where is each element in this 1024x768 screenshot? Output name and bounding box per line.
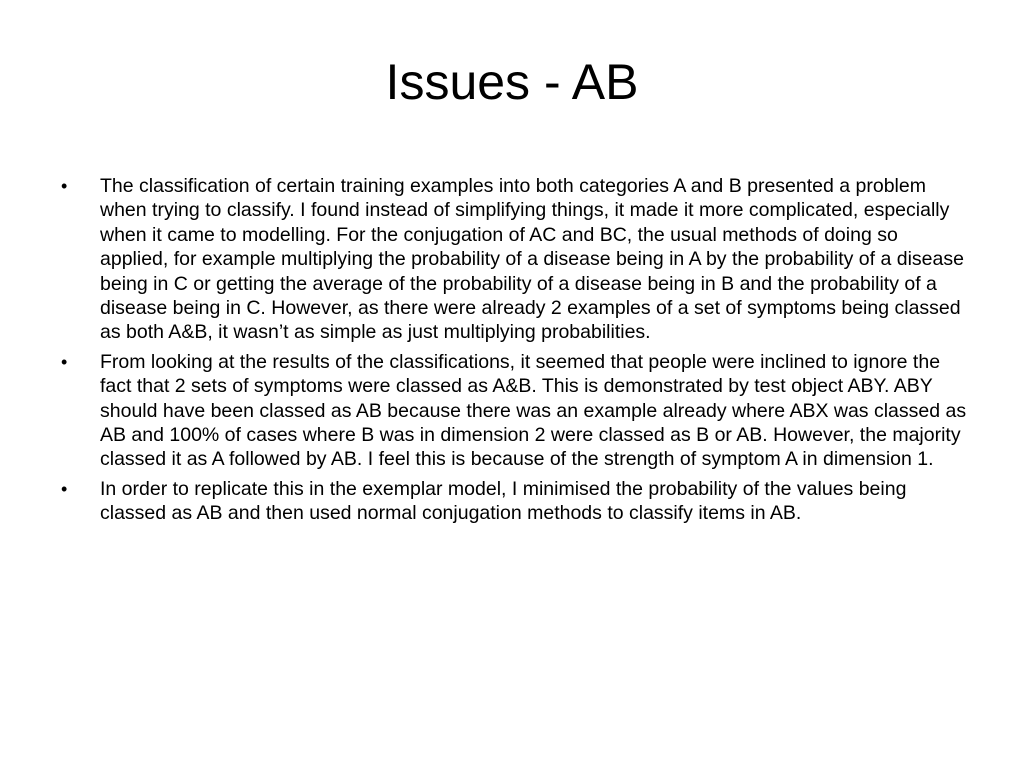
- bullet-item: [58, 350, 968, 472]
- bullet-item: [58, 174, 968, 345]
- bullet-dot-icon: •: [61, 176, 68, 196]
- bullet-list: [58, 174, 968, 531]
- bullet-text: The classification of certain training examples into both categories A and B presented a problem when trying to classify. I found instead of simplifying things, it made it more complicated, especially when it came to modelling. For the conjugation of AC and BC, the usual methods of doing so applied, for example multiplying the probability of a disease being in A by the probability of a disease being in C or getting the average of the probability of a disease being in B and the probability of a disease being in C. However, as there were already 2 examples of a set of symptoms being classed as both A&B, it wasn’t as simple as just multiplying probabilities.: [100, 175, 964, 344]
- bullet-text: From looking at the results of the classifications, it seemed that people were inclined to ignore the fact that 2 sets of symptoms were classed as A&B. This is demonstrated by test object ABY. ABY should have been classed as AB because there was an example already where ABX was classed as AB and 100% of cases where B was in dimension 2 were classed as B or AB. However, the majority classed it as A followed by AB. I feel this is because of the strength of symptom A in dimension 1.: [100, 350, 967, 471]
- slide-title: Issues - AB: [385, 54, 639, 110]
- bullet-item: [58, 477, 968, 526]
- bullet-text: In order to replicate this in the exemplar model, I minimised the probability of the values being classed as AB and then used normal conjugation methods to classify items in AB.: [100, 477, 907, 525]
- bullet-dot-icon: •: [61, 351, 68, 372]
- bullet-dot-icon: •: [61, 478, 68, 499]
